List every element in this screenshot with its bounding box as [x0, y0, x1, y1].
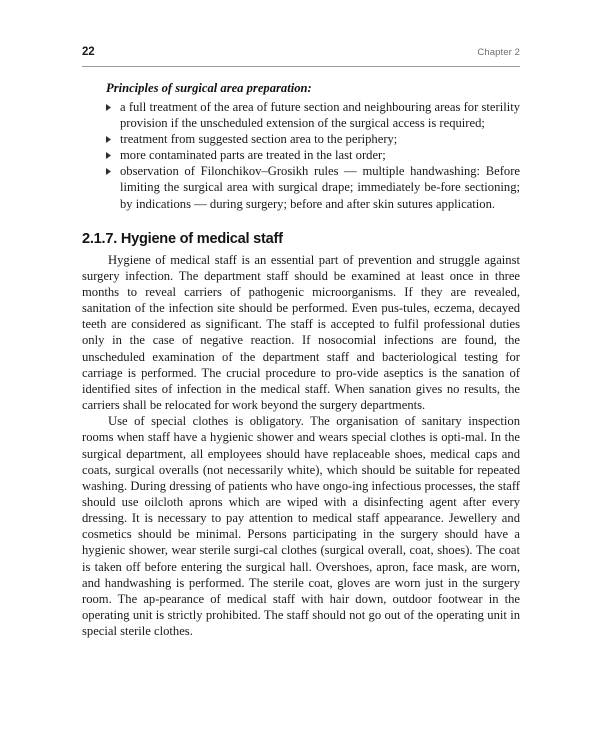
section-heading: 2.1.7. Hygiene of medical staff: [82, 230, 283, 247]
list-item: [82, 131, 520, 147]
header-divider-rule: [82, 66, 520, 67]
body-paragraph: Use of special clothes is obligatory. The organisation of sanitary inspection rooms when staff have a hygienic shower and wears special clothes is opti-mal. In the surgical department, all employees should have replaceable shoes, medical caps and coats, surgical overalls (not necessarily white), which should be suitable for repeated washing. During dressing of patients who have ongo-ing infectious processes, the staff should use oilcloth aprons which are wiped with a disinfecting agent after every dressing. It is necessary to pay attention to medical staff appearance. Jewellery and cosmetics should be minimal. Persons participating in the surgery should have a hygienic shower, wear sterile surgi-cal clothes (surgical overall, coat, shoes). The coat is taken off before entering the surgical hall. Overshoes, apron, face mask, are worn, and handwashing is performed. The sterile coat, gloves are worn just in the surgery room. The ap-pearance of medical staff with hair down, outdoor footwear in the operating unit is strictly prohibited. The staff should not go out of the operating unit in special sterile clothes.: [82, 414, 520, 639]
list-item: [82, 99, 520, 131]
page-number: 22: [82, 46, 95, 58]
list-item-text: a full treatment of the area of future section and neighbouring areas for sterility provision if the unscheduled extension of the surgical access is required;: [120, 100, 520, 131]
list-item-text: treatment from suggested section area to the periphery;: [120, 132, 398, 147]
list-item-text: observation of Filonchikov–Grosikh rules — multiple handwashing: Before limiting the surgical area with surgical drape; immediately be-fore sectioning; by indications — during surgery; before and after skin sutures application.: [120, 164, 520, 211]
list-item-text: more contaminated parts are treated in the last order;: [120, 148, 386, 163]
running-chapter-title: Chapter 2: [477, 47, 520, 58]
body-paragraph: Hygiene of medical staff is an essential part of prevention and struggle against surgery infection. The department staff should be examined at least once in three months to reveal carriers of pathogenic microorganisms. If they are revealed, sanitation of the infection site should be performed. Even pus-tules, eczema, decayed teeth are considered as significant. The staff is accepted to fulfil professional duties only in the case of negative reaction. If nosocomial infections are found, the unscheduled examination of the department staff and bacteriological testing for carriage is performed. The crucial procedure to pro-vide aseptics is the sanation of identified sites of infection in the medical staff. When sanation gives no results, the carriers shall be relocated for work beyond the surgery departments.: [82, 252, 520, 413]
list-item: [82, 147, 520, 163]
principles-bullet-list: [82, 99, 520, 212]
list-item: [82, 163, 520, 211]
triangle-right-bullet-icon: [106, 147, 116, 159]
triangle-right-bullet-icon: [106, 131, 116, 143]
page-content-area: [82, 46, 520, 639]
subheading-principles: Principles of surgical area preparation:: [106, 81, 312, 95]
triangle-right-bullet-icon: [106, 99, 116, 111]
running-header: [82, 46, 520, 64]
triangle-right-bullet-icon: [106, 163, 116, 175]
